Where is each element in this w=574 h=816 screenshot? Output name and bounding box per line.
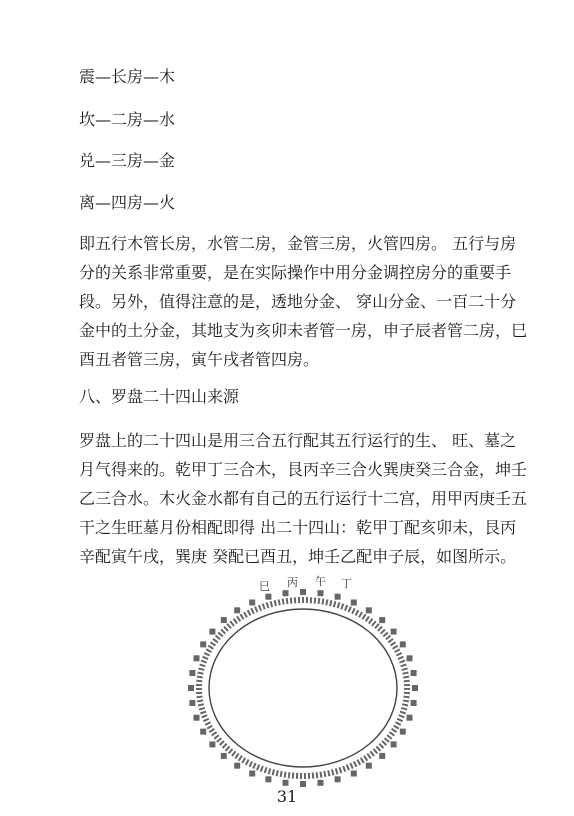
ring-glyph-mark [411, 700, 417, 706]
ring-glyph-mark [234, 607, 240, 613]
ring-glyph-mark [351, 600, 357, 606]
compass-ring-diagram [175, 574, 433, 792]
compass-ring-inner [209, 609, 397, 767]
ring-glyph-mark [400, 641, 406, 647]
compass-ring-figure [175, 574, 433, 792]
ring-glyph-mark [400, 729, 406, 735]
ring-glyph-mark [209, 629, 215, 635]
ring-glyph-mark [200, 729, 206, 735]
ring-glyph-mark [300, 589, 306, 595]
ring-glyph-mark [391, 629, 397, 635]
trigram-line-4: 离—四房—火 [79, 193, 176, 212]
trigram-line-1: 震—长房—木 [79, 67, 176, 86]
ring-glyph-mark [249, 600, 255, 606]
ring-glyph-mark [265, 776, 271, 782]
ring-glyph-mark [200, 641, 206, 647]
ring-glyph-mark [407, 655, 413, 661]
ring-glyph-mark [188, 685, 194, 691]
ring-glyph-mark [234, 763, 240, 769]
ring-glyph-mark [335, 594, 341, 600]
ring-glyph-mark [221, 753, 227, 759]
ring-glyph-mark [407, 715, 413, 721]
paragraph-twenty-four-mountains-text: 罗盘上的二十四山是用三合五行配其五行运行的生、 旺、墓之月气得来的。乾甲丁三合木，艮丙辛三合火巽庚癸三合金，坤壬乙三合水。木火金水都有自己的五行运行十二宫，用甲丙庚壬五干之生旺墓月份相配即得 出二十四山：乾甲丁配亥卯未，艮丙辛配寅午戌，巽庚 癸配已酉丑，坤壬乙配申子辰，如图所示。 [79, 431, 528, 566]
paragraph-five-elements-text: 即五行木管长房，水管二房，金管三房，火管四房。 五行与房分的关系非常重要，是在实际操作中用分金调控房分的重要手段。另外，值得注意的是，透地分金、 穿山分金、一百二十分金中的土分金，其地支为亥卯未者管一房，申子辰者管二房，巳酉丑者管三房，寅午戌者管四房。 [79, 234, 528, 369]
trigram-line-3: 兑—三房—金 [79, 151, 176, 170]
paragraph-five-elements [79, 229, 531, 374]
ring-glyph-mark [283, 590, 289, 596]
top-label-4: 丁 [341, 577, 352, 590]
compass-ring-outer [199, 600, 407, 776]
paragraph-twenty-four-mountains [79, 426, 531, 571]
page-number: 31 [276, 787, 298, 806]
ring-glyph-marks [188, 589, 418, 787]
ring-glyph-mark [194, 715, 200, 721]
ring-glyph-mark [249, 771, 255, 777]
ring-glyph-mark [189, 670, 195, 676]
ring-glyph-mark [411, 670, 417, 676]
ring-glyph-mark [379, 753, 385, 759]
section-heading: 八、罗盘二十四山来源 [79, 387, 240, 406]
top-label-2: 丙 [287, 576, 298, 589]
ring-glyph-mark [283, 780, 289, 786]
top-label-1: 巳 [259, 580, 270, 593]
top-label-3: 午 [315, 575, 326, 588]
ring-glyph-mark [379, 617, 385, 623]
ring-glyph-mark [335, 776, 341, 782]
ring-glyph-mark [209, 741, 215, 747]
ring-glyph-mark [412, 685, 418, 691]
ring-glyph-mark [366, 763, 372, 769]
ring-glyph-mark [366, 607, 372, 613]
ring-glyph-mark [194, 655, 200, 661]
ring-glyph-mark [391, 741, 397, 747]
ring-glyph-mark [221, 617, 227, 623]
ring-glyph-mark [189, 700, 195, 706]
ring-glyph-mark [265, 594, 271, 600]
ring-glyph-mark [318, 590, 324, 596]
ring-glyph-mark [351, 771, 357, 777]
trigram-line-2: 坎—二房—水 [79, 110, 176, 129]
ring-glyph-mark [318, 780, 324, 786]
